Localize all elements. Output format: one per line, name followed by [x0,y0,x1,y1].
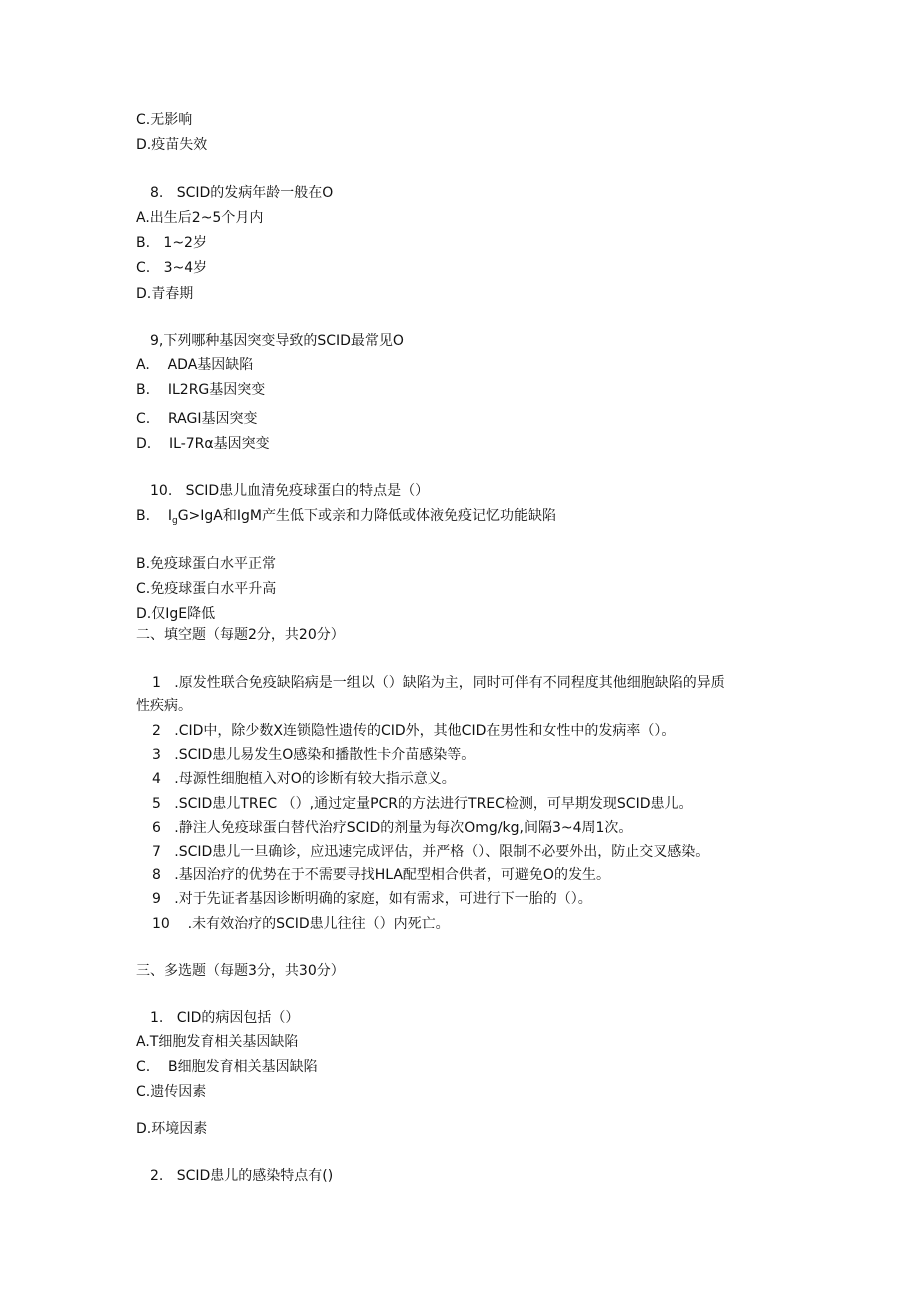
multi-question-1-option-b: C. B细胞发育相关基因缺陷 [136,1059,318,1075]
section-3-title: 三、多选题（每题3分，共30分） [136,963,345,979]
fill-item-1-continued: 性疾病。 [136,698,192,714]
question-9-stem: 9,下列哪种基因突变导致的SCID最常见O [150,333,404,349]
multi-question-1-option-a: A.T细胞发育相关基因缺陷 [136,1034,299,1050]
fill-item-9: 9 .对于先证者基因诊断明确的家庭，如有需求，可进行下一胎的（）。 [152,891,592,907]
question-10-option-c: C.免疫球蛋白水平升高 [136,581,277,597]
fill-item-7: 7 .SCID患儿一旦确诊，应迅速完成评估，并严格（）、限制不必要外出，防止交叉感染。 [152,844,710,860]
question-8-option-d: D.青春期 [136,286,194,302]
multi-question-1-option-c: C.遗传因素 [136,1084,207,1100]
multi-question-1-stem: 1. CID的病因包括（） [150,1010,300,1026]
option-d: D.疫苗失效 [136,137,208,153]
fill-item-8: 8 .基因治疗的优势在于不需要寻找HLA配型相合供者，可避免O的发生。 [152,867,610,883]
question-9-option-b: B. IL2RG基因突变 [136,382,266,398]
question-10-option-d: D.仅IgE降低 [136,606,216,622]
multi-question-2-stem: 2. SCID患儿的感染特点有() [150,1168,334,1184]
question-8-option-b: B. 1~2岁 [136,235,207,251]
question-8-stem: 8. SCID的发病年龄一般在O [150,185,334,201]
question-10-stem: 10. SCID患儿血清免疫球蛋白的特点是（） [150,483,430,499]
fill-item-1: 1 .原发性联合免疫缺陷病是一组以（）缺陷为主，同时可伴有不同程度其他细胞缺陷的异质 [152,675,725,691]
question-8-option-c: C. 3~4岁 [136,260,208,276]
fill-item-5: 5 .SCID患儿TREC （）,通过定量PCR的方法进行TREC检测，可早期发现SCID患儿。 [152,796,693,812]
question-9-option-a: A. ADA基因缺陷 [136,357,254,373]
question-8-option-a: A.出生后2~5个月内 [136,210,264,226]
fill-item-6: 6 .静注人免疫球蛋白替代治疗SCID的剂量为每次Omg∕kg,间隔3~4周1次。 [152,820,633,836]
question-10-option-a-subscript: g [171,516,178,526]
question-9-option-d: D. IL-7Rα基因突变 [136,436,270,452]
question-10-option-a-text: G>IgA和IgM产生低下或亲和力降低或体液免疫记忆功能缺陷 [177,508,556,524]
fill-item-4: 4 .母源性细胞植入对O的诊断有较大指示意义。 [152,771,456,787]
fill-item-3: 3 .SCID患儿易发生O感染和播散性卡介苗感染等。 [152,747,476,763]
question-10-option-b: B.免疫球蛋白水平正常 [136,556,277,572]
fill-item-10: 10 .未有效治疗的SCID患儿往往（）内死亡。 [152,916,450,932]
question-10-option-a [136,507,556,530]
option-c: C.无影响 [136,112,193,128]
section-2-title: 二、填空题（每题2分，共20分） [136,627,345,643]
question-9-option-c: C. RAGI基因突变 [136,411,258,427]
multi-question-1-option-d: D.环境因素 [136,1121,208,1137]
fill-item-2: 2 .CID中，除少数X连锁隐性遗传的CID外，其他CID在男性和女性中的发病率（）。 [152,723,676,739]
question-10-option-a-prefix: B. I [136,508,172,524]
